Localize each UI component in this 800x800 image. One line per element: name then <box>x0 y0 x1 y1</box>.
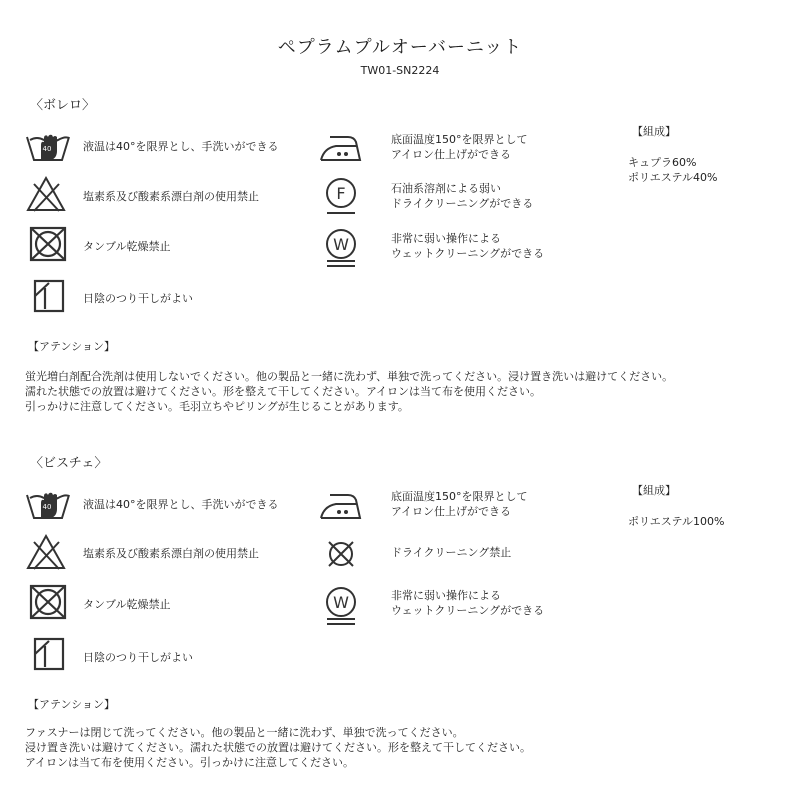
svg-text:W: W <box>333 593 349 612</box>
svg-text:W: W <box>333 235 349 254</box>
attention-text: 蛍光増白剤配合洗剤は使用しないでください。他の製品と一緒に洗わず、単独で洗ってください。浸け置き洗いは避けてください。 濡れた状態での放置は避けてください。形を整えて干してください。アイロンは当て布を使用ください。 引っかけに注意してください。毛羽立ちやピリングが生じることがあります。 <box>25 370 674 413</box>
svg-text:40: 40 <box>42 503 52 511</box>
product-code: TW01-SN2224 <box>360 64 440 77</box>
svg-text:F: F <box>336 184 346 203</box>
care-text: ドライクリーニング禁止 <box>391 546 512 559</box>
no-tumble-dry-icon <box>25 582 71 622</box>
hand-wash-icon <box>25 483 71 523</box>
iron-low-icon <box>318 128 364 168</box>
wet-clean-gentle-icon <box>318 586 364 626</box>
care-text: 底面温度150°を限界として アイロン仕上げができる <box>391 490 528 518</box>
no-tumble-dry-icon <box>25 224 71 264</box>
svg-text:40: 40 <box>42 145 52 153</box>
shade-line-dry-icon <box>25 634 71 674</box>
care-text: 塩素系及び酸素系漂白剤の使用禁止 <box>83 547 259 560</box>
no-bleach-icon <box>25 174 71 214</box>
shade-line-dry-icon <box>25 276 71 316</box>
care-text: 石油系溶剤による弱い ドライクリーニングができる <box>391 182 534 210</box>
care-text: 塩素系及び酸素系漂白剤の使用禁止 <box>83 190 259 203</box>
no-bleach-icon <box>25 532 71 572</box>
attention-text: ファスナーは閉じて洗ってください。他の製品と一緒に洗わず、単独で洗ってください。 浸け置き洗いは避けてください。濡れた状態での放置は避けてください。形を整えて干してください。 アイロンは当て布を使用ください。引っかけに注意してください。 <box>25 726 531 769</box>
wet-clean-gentle-icon <box>318 228 364 268</box>
attention-label: 【アテンション】 <box>28 698 115 711</box>
care-text: タンブル乾燥禁止 <box>83 240 171 253</box>
care-text: タンブル乾燥禁止 <box>83 598 171 611</box>
no-dry-clean-icon <box>318 534 364 574</box>
care-text: 非常に弱い操作による ウェットクリーニングができる <box>391 232 545 260</box>
composition-list: ポリエステル100% <box>628 515 725 528</box>
section-heading-bustier: 〈ビスチェ〉 <box>30 456 108 471</box>
composition-label: 【組成】 <box>632 484 676 497</box>
composition-label: 【組成】 <box>632 125 676 138</box>
care-text: 日陰のつり干しがよい <box>83 292 193 305</box>
dry-clean-f-icon <box>318 176 364 216</box>
page-title: ペプラムプルオーバーニット <box>277 37 523 58</box>
care-text: 日陰のつり干しがよい <box>83 651 193 664</box>
care-text: 底面温度150°を限界として アイロン仕上げができる <box>391 133 528 161</box>
section-heading-bolero: 〈ボレロ〉 <box>30 98 96 113</box>
attention-label: 【アテンション】 <box>28 340 115 353</box>
care-text: 非常に弱い操作による ウェットクリーニングができる <box>391 589 545 617</box>
iron-low-icon <box>318 486 364 526</box>
care-text: 液温は40°を限界とし、手洗いができる <box>83 140 279 153</box>
hand-wash-icon <box>25 125 71 165</box>
care-text: 液温は40°を限界とし、手洗いができる <box>83 498 279 511</box>
composition-list: キュプラ60% ポリエステル40% <box>628 156 718 184</box>
